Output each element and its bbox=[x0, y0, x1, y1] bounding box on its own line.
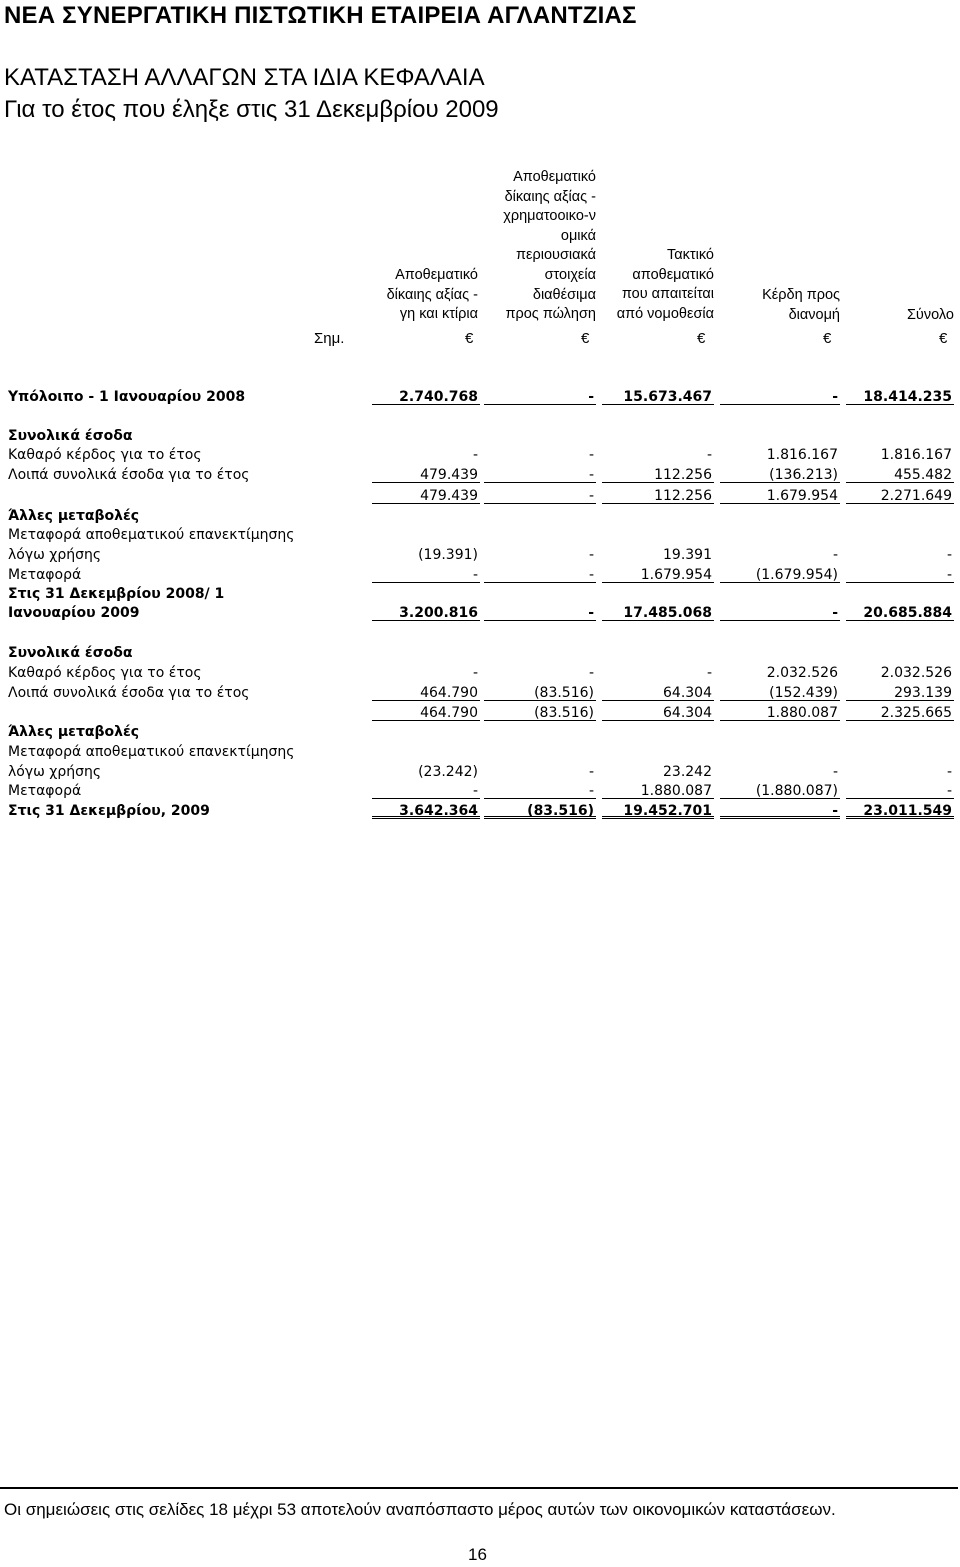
subtotal-row bbox=[0, 486, 960, 506]
currency-symbol: € bbox=[465, 330, 474, 347]
header-col-total bbox=[846, 306, 954, 326]
cell-value: (152.439) bbox=[720, 683, 840, 701]
cell-value: - bbox=[484, 465, 596, 483]
header-line: δίκαιης αξίας - bbox=[386, 286, 478, 303]
row-label: λόγω χρήσης bbox=[8, 547, 102, 563]
table-row bbox=[0, 545, 960, 565]
cell-value: 1.880.087 bbox=[602, 781, 714, 799]
row-label: Συνολικά έσοδα bbox=[8, 428, 133, 444]
cell-value: 2.032.526 bbox=[880, 665, 952, 681]
cell-value: 1.816.167 bbox=[766, 447, 838, 463]
header-line: διαθέσιμα bbox=[532, 286, 596, 303]
cell-value: - bbox=[720, 801, 840, 819]
section-heading bbox=[0, 722, 960, 742]
cell-value: 455.482 bbox=[846, 465, 954, 483]
statement-period: Για το έτος που έληξε στις 31 Δεκεμβρίου 2009 bbox=[4, 96, 499, 123]
table-row bbox=[0, 584, 960, 604]
cell-value: - bbox=[588, 447, 594, 463]
cell-value: 64.304 bbox=[602, 703, 714, 721]
table-row bbox=[0, 663, 960, 683]
cell-value: - bbox=[484, 781, 596, 799]
cell-value: 112.256 bbox=[602, 486, 714, 504]
cell-value: (1.880.087) bbox=[720, 781, 840, 799]
cell-value: 1.679.954 bbox=[602, 565, 714, 583]
cell-value: - bbox=[484, 603, 596, 621]
row-label: Καθαρό κέρδος για το έτος bbox=[8, 665, 202, 681]
row-label: Στις 31 Δεκεμβρίου, 2009 bbox=[8, 803, 210, 819]
row-label: Μεταφορά bbox=[8, 567, 82, 583]
cell-value: - bbox=[472, 447, 478, 463]
row-label: Καθαρό κέρδος για το έτος bbox=[8, 447, 202, 463]
header-line: που απαιτείται bbox=[621, 286, 714, 303]
header-line: δίκαιης αξίας - bbox=[504, 188, 596, 205]
cell-value: (1.679.954) bbox=[720, 565, 840, 583]
cell-value: - bbox=[720, 387, 840, 405]
table-row bbox=[0, 603, 960, 623]
cell-value: (19.391) bbox=[418, 547, 478, 563]
currency-symbol: € bbox=[581, 330, 590, 347]
row-label: Ιανουαρίου 2009 bbox=[8, 605, 140, 621]
cell-value: 3.642.364 bbox=[372, 801, 480, 819]
section-heading bbox=[0, 426, 960, 446]
cell-value: - bbox=[946, 764, 952, 780]
row-label: Στις 31 Δεκεμβρίου 2008/ 1 bbox=[8, 586, 225, 602]
header-line: Τακτικό bbox=[667, 247, 714, 263]
cell-value: 112.256 bbox=[602, 465, 714, 483]
header-line: αποθεματικό bbox=[632, 266, 714, 283]
cell-value: - bbox=[832, 764, 838, 780]
subtotal-row bbox=[0, 703, 960, 723]
table-row bbox=[0, 762, 960, 782]
footnote: Οι σημειώσεις στις σελίδες 18 μέχρι 53 αποτελούν αναπόσπαστο μέρος αυτών των οικονομικών καταστάσεων. bbox=[4, 1500, 836, 1519]
cell-value: - bbox=[846, 565, 954, 583]
cell-value: - bbox=[372, 565, 480, 583]
header-line: Αποθεματικό bbox=[513, 169, 596, 185]
company-name: ΝΕΑ ΣΥΝΕΡΓΑΤΙΚΗ ΠΙΣΤΩΤΙΚΗ ΕΤΑΙΡΕΙΑ ΑΓΛΑΝΤΖΙΑΣ bbox=[4, 2, 637, 29]
cell-value: 479.439 bbox=[372, 486, 480, 504]
cell-value: - bbox=[484, 387, 596, 405]
cell-value: - bbox=[372, 781, 480, 799]
header-col-revaluation-land bbox=[372, 266, 478, 325]
header-col-retained-earnings bbox=[720, 286, 840, 325]
cell-value: - bbox=[588, 547, 594, 563]
cell-value: 1.880.087 bbox=[720, 703, 840, 721]
row-label: Λοιπά συνολικά έσοδα για το έτος bbox=[8, 685, 250, 701]
header-line: γη και κτίρια bbox=[399, 306, 478, 323]
cell-value: 464.790 bbox=[372, 703, 480, 721]
cell-value: (23.242) bbox=[418, 764, 478, 780]
section-heading bbox=[0, 506, 960, 526]
cell-value: - bbox=[720, 603, 840, 621]
cell-value: 64.304 bbox=[602, 683, 714, 701]
cell-value: - bbox=[588, 665, 594, 681]
row-label: λόγω χρήσης bbox=[8, 764, 102, 780]
header-line: από νομοθεσία bbox=[616, 305, 714, 322]
cell-value: - bbox=[706, 447, 712, 463]
cell-value: 479.439 bbox=[372, 465, 480, 483]
cell-value: (83.516) bbox=[484, 683, 596, 701]
header-line: Κέρδη προς bbox=[762, 287, 840, 303]
header-col-statutory-reserve bbox=[602, 246, 714, 324]
header-line: διανομή bbox=[788, 306, 840, 323]
table-row bbox=[0, 781, 960, 801]
row-label: Υπόλοιπο - 1 Ιανουαρίου 2008 bbox=[8, 389, 246, 405]
cell-value: 20.685.884 bbox=[846, 603, 954, 621]
cell-value: 15.673.467 bbox=[602, 387, 714, 405]
cell-value: 18.414.235 bbox=[846, 387, 954, 405]
table-row bbox=[0, 683, 960, 703]
table-row bbox=[0, 565, 960, 585]
cell-value: - bbox=[472, 665, 478, 681]
row-label: Μεταφορά αποθεματικού επανεκτίμησης bbox=[8, 527, 295, 543]
currency-symbol: € bbox=[823, 330, 832, 347]
cell-value: 23.011.549 bbox=[846, 801, 954, 819]
header-line: χρηματοοικο-ν bbox=[503, 208, 596, 225]
cell-value: 2.325.665 bbox=[846, 703, 954, 721]
table-row bbox=[0, 445, 960, 465]
table-row bbox=[0, 465, 960, 485]
table-row bbox=[0, 525, 960, 545]
statement-title: ΚΑΤΑΣΤΑΣΗ ΑΛΛΑΓΩΝ ΣΤΑ ΙΔΙΑ ΚΕΦΑΛΑΙΑ bbox=[4, 64, 485, 91]
cell-value: (83.516) bbox=[484, 703, 596, 721]
cell-value: 2.032.526 bbox=[766, 665, 838, 681]
currency-symbol: € bbox=[697, 330, 706, 347]
header-line: Αποθεματικό bbox=[395, 267, 478, 283]
cell-value: (136.213) bbox=[720, 465, 840, 483]
footer-divider bbox=[0, 1487, 958, 1489]
row-label: Άλλες μεταβολές bbox=[8, 508, 140, 524]
currency-symbol: € bbox=[939, 330, 948, 347]
row-label: Άλλες μεταβολές bbox=[8, 724, 140, 740]
cell-value: - bbox=[484, 565, 596, 583]
header-line: ομικά bbox=[560, 227, 596, 244]
header-note: Σημ. bbox=[314, 330, 345, 347]
cell-value: 1.816.167 bbox=[880, 447, 952, 463]
section-heading bbox=[0, 643, 960, 663]
cell-value: - bbox=[832, 547, 838, 563]
cell-value: 19.452.701 bbox=[602, 801, 714, 819]
header-line: προς πώληση bbox=[505, 306, 596, 323]
row-label: Λοιπά συνολικά έσοδα για το έτος bbox=[8, 467, 250, 483]
cell-value: 3.200.816 bbox=[372, 603, 480, 621]
header-col-fair-value-afs bbox=[484, 168, 596, 325]
table-row bbox=[0, 742, 960, 762]
cell-value: 1.679.954 bbox=[720, 486, 840, 504]
cell-value: - bbox=[846, 781, 954, 799]
page-number: 16 bbox=[468, 1545, 487, 1564]
header-line: στοιχεία bbox=[544, 266, 596, 283]
row-label: Μεταφορά bbox=[8, 783, 82, 799]
cell-value: - bbox=[588, 764, 594, 780]
cell-value: 2.740.768 bbox=[372, 387, 480, 405]
cell-value: 19.391 bbox=[663, 547, 712, 563]
cell-value: - bbox=[946, 547, 952, 563]
cell-value: - bbox=[484, 486, 596, 504]
cell-value: 293.139 bbox=[846, 683, 954, 701]
header-line: περιουσιακά bbox=[516, 247, 596, 264]
closing-balance-row bbox=[0, 801, 960, 821]
cell-value: - bbox=[706, 665, 712, 681]
cell-value: 17.485.068 bbox=[602, 603, 714, 621]
table-row bbox=[0, 387, 960, 407]
header-line: Σύνολο bbox=[906, 307, 954, 323]
cell-value: 2.271.649 bbox=[846, 486, 954, 504]
cell-value: (83.516) bbox=[484, 801, 596, 819]
row-label: Μεταφορά αποθεματικού επανεκτίμησης bbox=[8, 744, 295, 760]
cell-value: 23.242 bbox=[663, 764, 712, 780]
cell-value: 464.790 bbox=[372, 683, 480, 701]
row-label: Συνολικά έσοδα bbox=[8, 645, 133, 661]
